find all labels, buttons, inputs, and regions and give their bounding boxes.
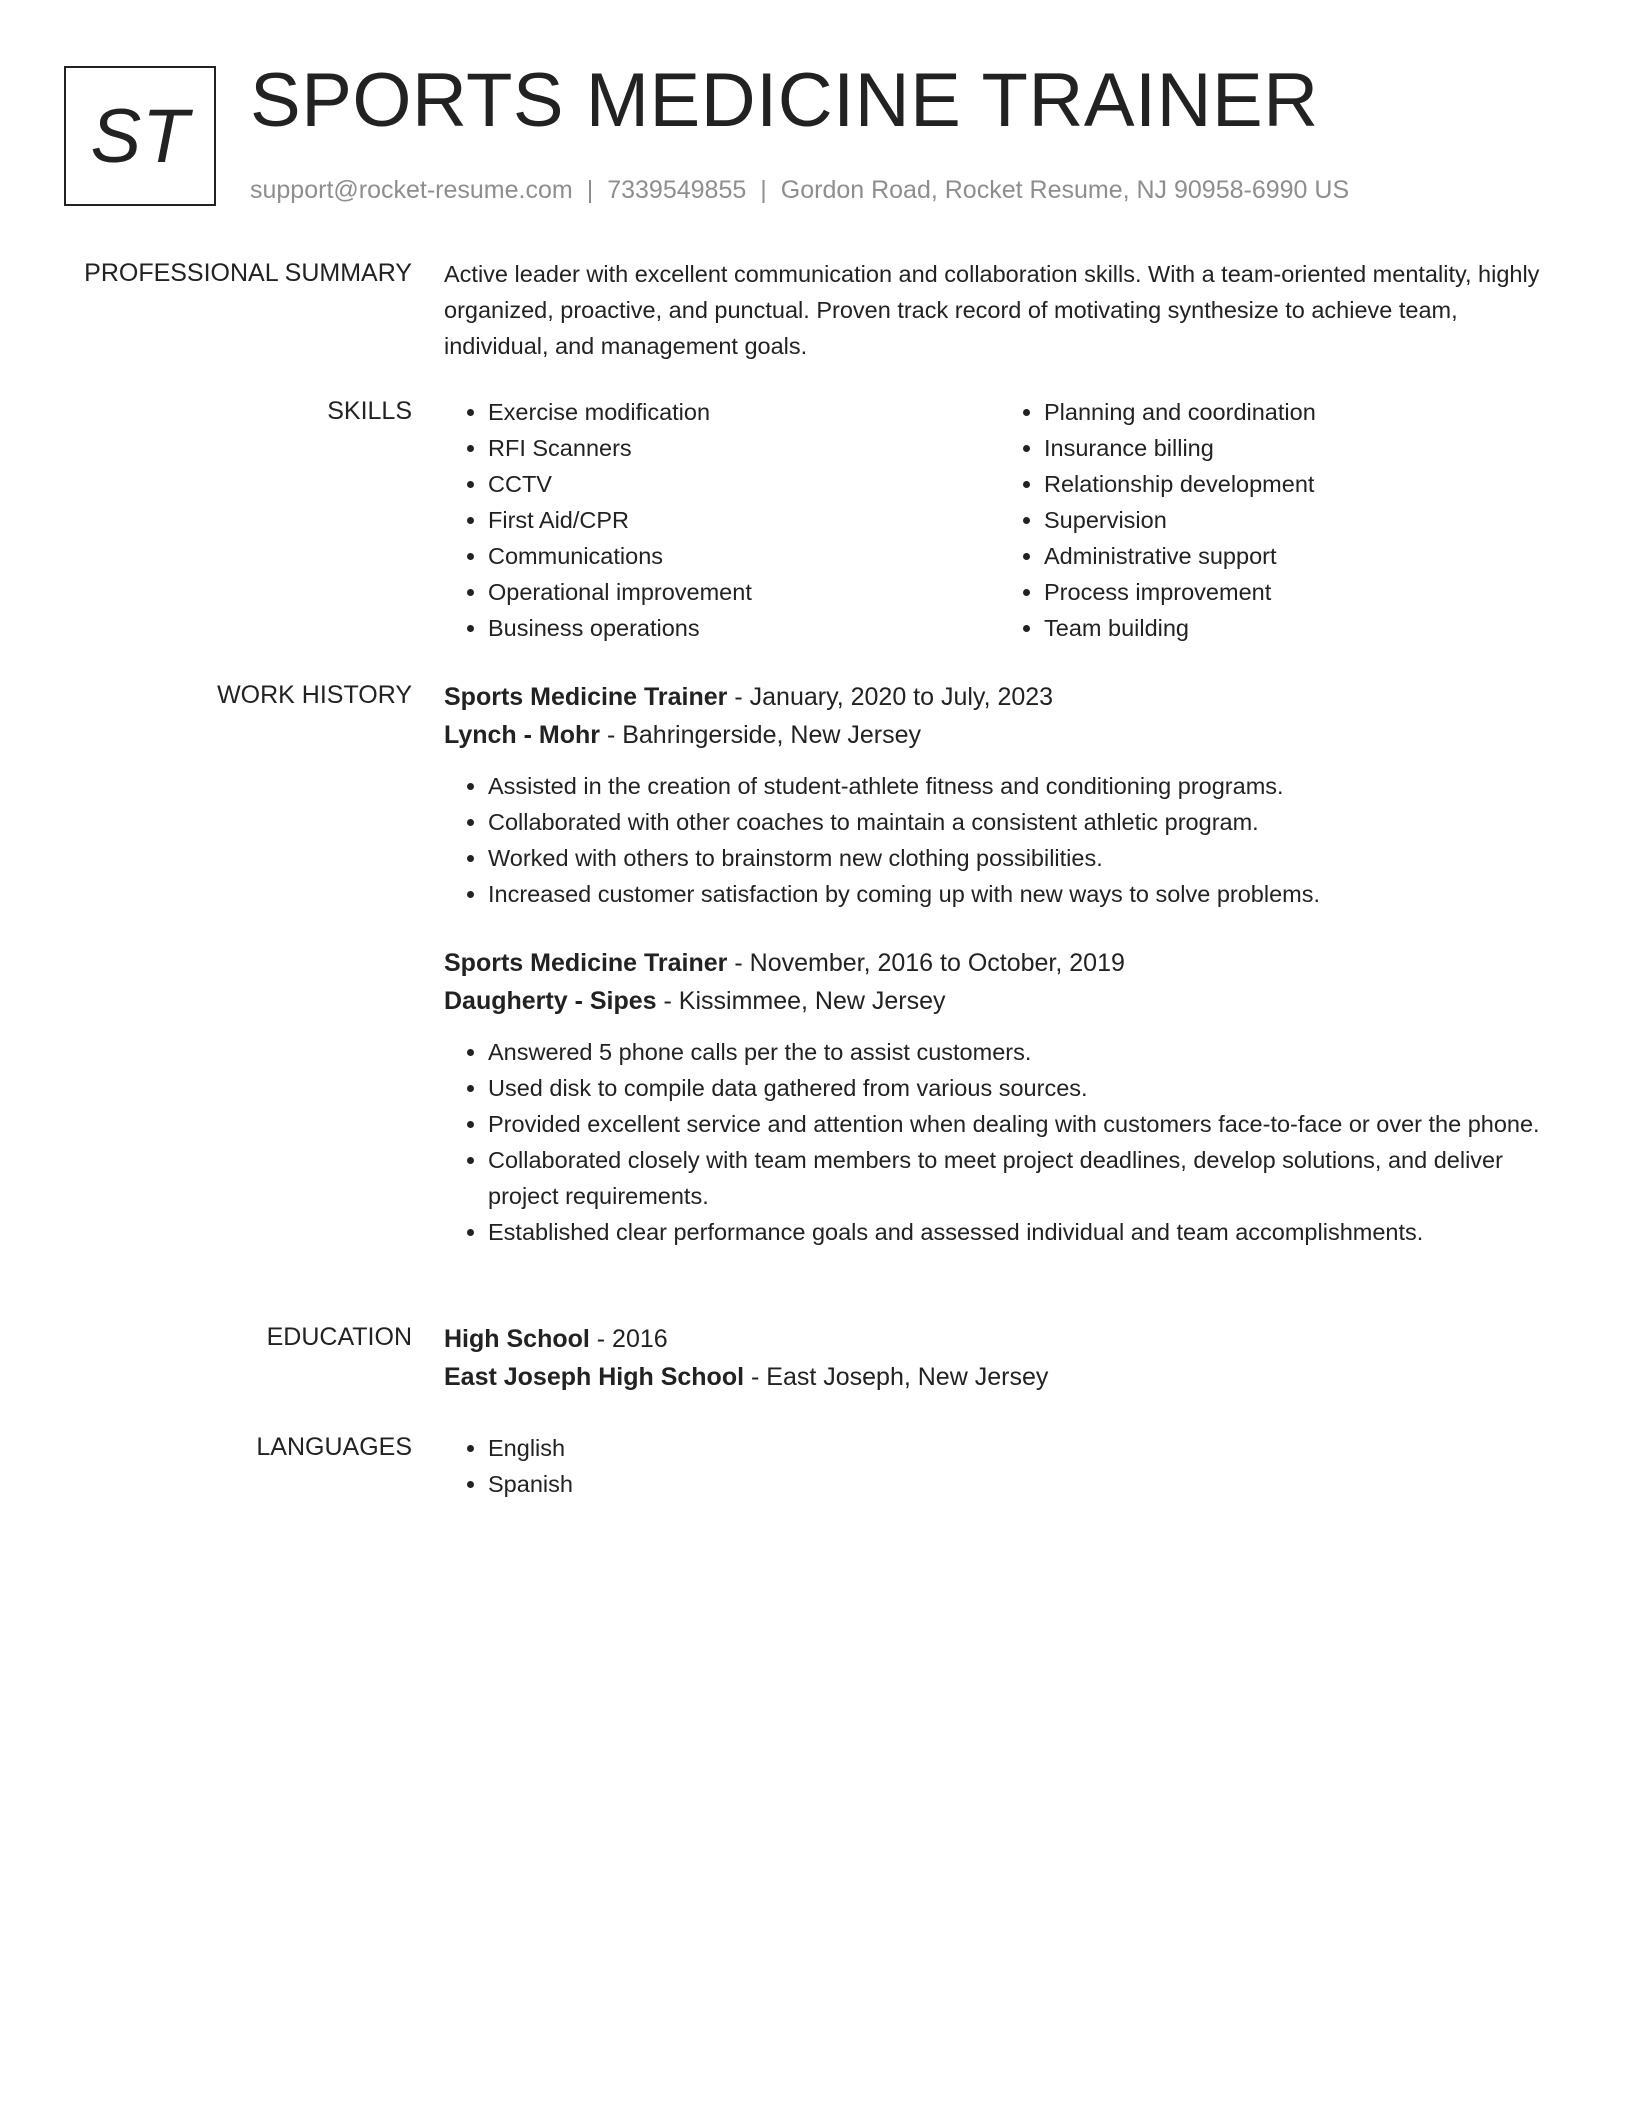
job-company: Lynch - Mohr xyxy=(444,721,601,749)
education-body xyxy=(444,1320,1556,1396)
job-title-line xyxy=(444,944,1556,982)
contact-separator: | xyxy=(760,176,767,204)
skill-item: • Relationship development xyxy=(1044,466,1556,502)
skill-item: • First Aid/CPR xyxy=(488,502,1000,538)
job-duties xyxy=(444,1034,1556,1250)
education-school: East Joseph High School xyxy=(444,1363,745,1391)
skills-list-right xyxy=(1000,394,1556,646)
job-duty-item: • Used disk to compile data gathered from various sources. xyxy=(488,1070,1556,1106)
summary-heading: PROFESSIONAL SUMMARY xyxy=(84,259,412,287)
skills-body xyxy=(444,394,1556,646)
job-dates: - November, 2016 to October, 2019 xyxy=(727,949,1125,977)
education-degree-line xyxy=(444,1320,1556,1358)
education-heading: EDUCATION xyxy=(266,1323,412,1351)
skill-item: • Business operations xyxy=(488,610,1000,646)
job-dates: - January, 2020 to July, 2023 xyxy=(727,683,1054,711)
contact-line xyxy=(250,174,1349,206)
job-title: Sports Medicine Trainer xyxy=(444,683,728,711)
education-degree: High School xyxy=(444,1325,590,1353)
education-location: - East Joseph, New Jersey xyxy=(744,1363,1049,1391)
skills-columns xyxy=(444,394,1556,646)
skill-item: • RFI Scanners xyxy=(488,430,1000,466)
languages-list xyxy=(444,1430,1556,1502)
job-title: Sports Medicine Trainer xyxy=(444,949,728,977)
job-location: - Bahringerside, New Jersey xyxy=(600,721,921,749)
skills-heading: SKILLS xyxy=(327,397,412,425)
monogram-logo: ST xyxy=(64,66,216,206)
page-title: SPORTS MEDICINE TRAINER xyxy=(250,58,1319,143)
skills-list-left xyxy=(444,394,1000,646)
languages-body xyxy=(444,1430,1556,1502)
contact-address: Gordon Road, Rocket Resume, NJ 90958-6990 US xyxy=(780,176,1350,204)
job-company: Daugherty - Sipes xyxy=(444,987,657,1015)
work-history-body xyxy=(444,678,1556,1282)
skill-item: • Exercise modification xyxy=(488,394,1000,430)
skill-item: • CCTV xyxy=(488,466,1000,502)
skill-item: • Administrative support xyxy=(1044,538,1556,574)
job-duty-item: • Provided excellent service and attention when dealing with customers face-to-face or over the phone. xyxy=(488,1106,1556,1142)
skill-item: • Process improvement xyxy=(1044,574,1556,610)
skill-item: • Supervision xyxy=(1044,502,1556,538)
job-title-line xyxy=(444,678,1556,716)
job-duty-item: • Established clear performance goals and assessed individual and team accomplishments. xyxy=(488,1214,1556,1250)
education-year: - 2016 xyxy=(589,1325,668,1353)
job-company-line xyxy=(444,716,1556,754)
skill-item: • Communications xyxy=(488,538,1000,574)
job-company-line xyxy=(444,982,1556,1020)
language-item: • English xyxy=(488,1430,1556,1466)
work-history-heading: WORK HISTORY xyxy=(217,681,412,709)
education-school-line xyxy=(444,1358,1556,1396)
skill-item: • Planning and coordination xyxy=(1044,394,1556,430)
skill-item: • Operational improvement xyxy=(488,574,1000,610)
job-duty-item: • Answered 5 phone calls per the to assist customers. xyxy=(488,1034,1556,1070)
job-duty-item: • Assisted in the creation of student-athlete fitness and conditioning programs. xyxy=(488,768,1556,804)
skill-item: • Team building xyxy=(1044,610,1556,646)
job-entry xyxy=(444,678,1556,912)
summary-body xyxy=(444,256,1556,364)
summary-text: Active leader with excellent communication and collaboration skills. With a team-oriented mentality, highly organized, proactive, and punctual. Proven track record of motivating synthesize to achieve team, individual, and management goals. xyxy=(444,261,1540,359)
skill-item: • Insurance billing xyxy=(1044,430,1556,466)
job-duty-item: • Collaborated closely with team members to meet project deadlines, develop solutions, and deliver project requirements. xyxy=(488,1142,1556,1214)
contact-email: support@rocket-resume.com xyxy=(250,176,573,204)
contact-separator: | xyxy=(586,176,594,204)
languages-heading: LANGUAGES xyxy=(256,1433,412,1461)
job-location: - Kissimmee, New Jersey xyxy=(656,987,946,1015)
job-duties xyxy=(444,768,1556,912)
job-duty-item: • Collaborated with other coaches to maintain a consistent athletic program. xyxy=(488,804,1556,840)
contact-phone: 7339549855 xyxy=(607,176,747,204)
job-duty-item: • Increased customer satisfaction by coming up with new ways to solve problems. xyxy=(488,876,1556,912)
job-entry xyxy=(444,944,1556,1250)
job-duty-item: • Worked with others to brainstorm new clothing possibilities. xyxy=(488,840,1556,876)
language-item: • Spanish xyxy=(488,1466,1556,1502)
